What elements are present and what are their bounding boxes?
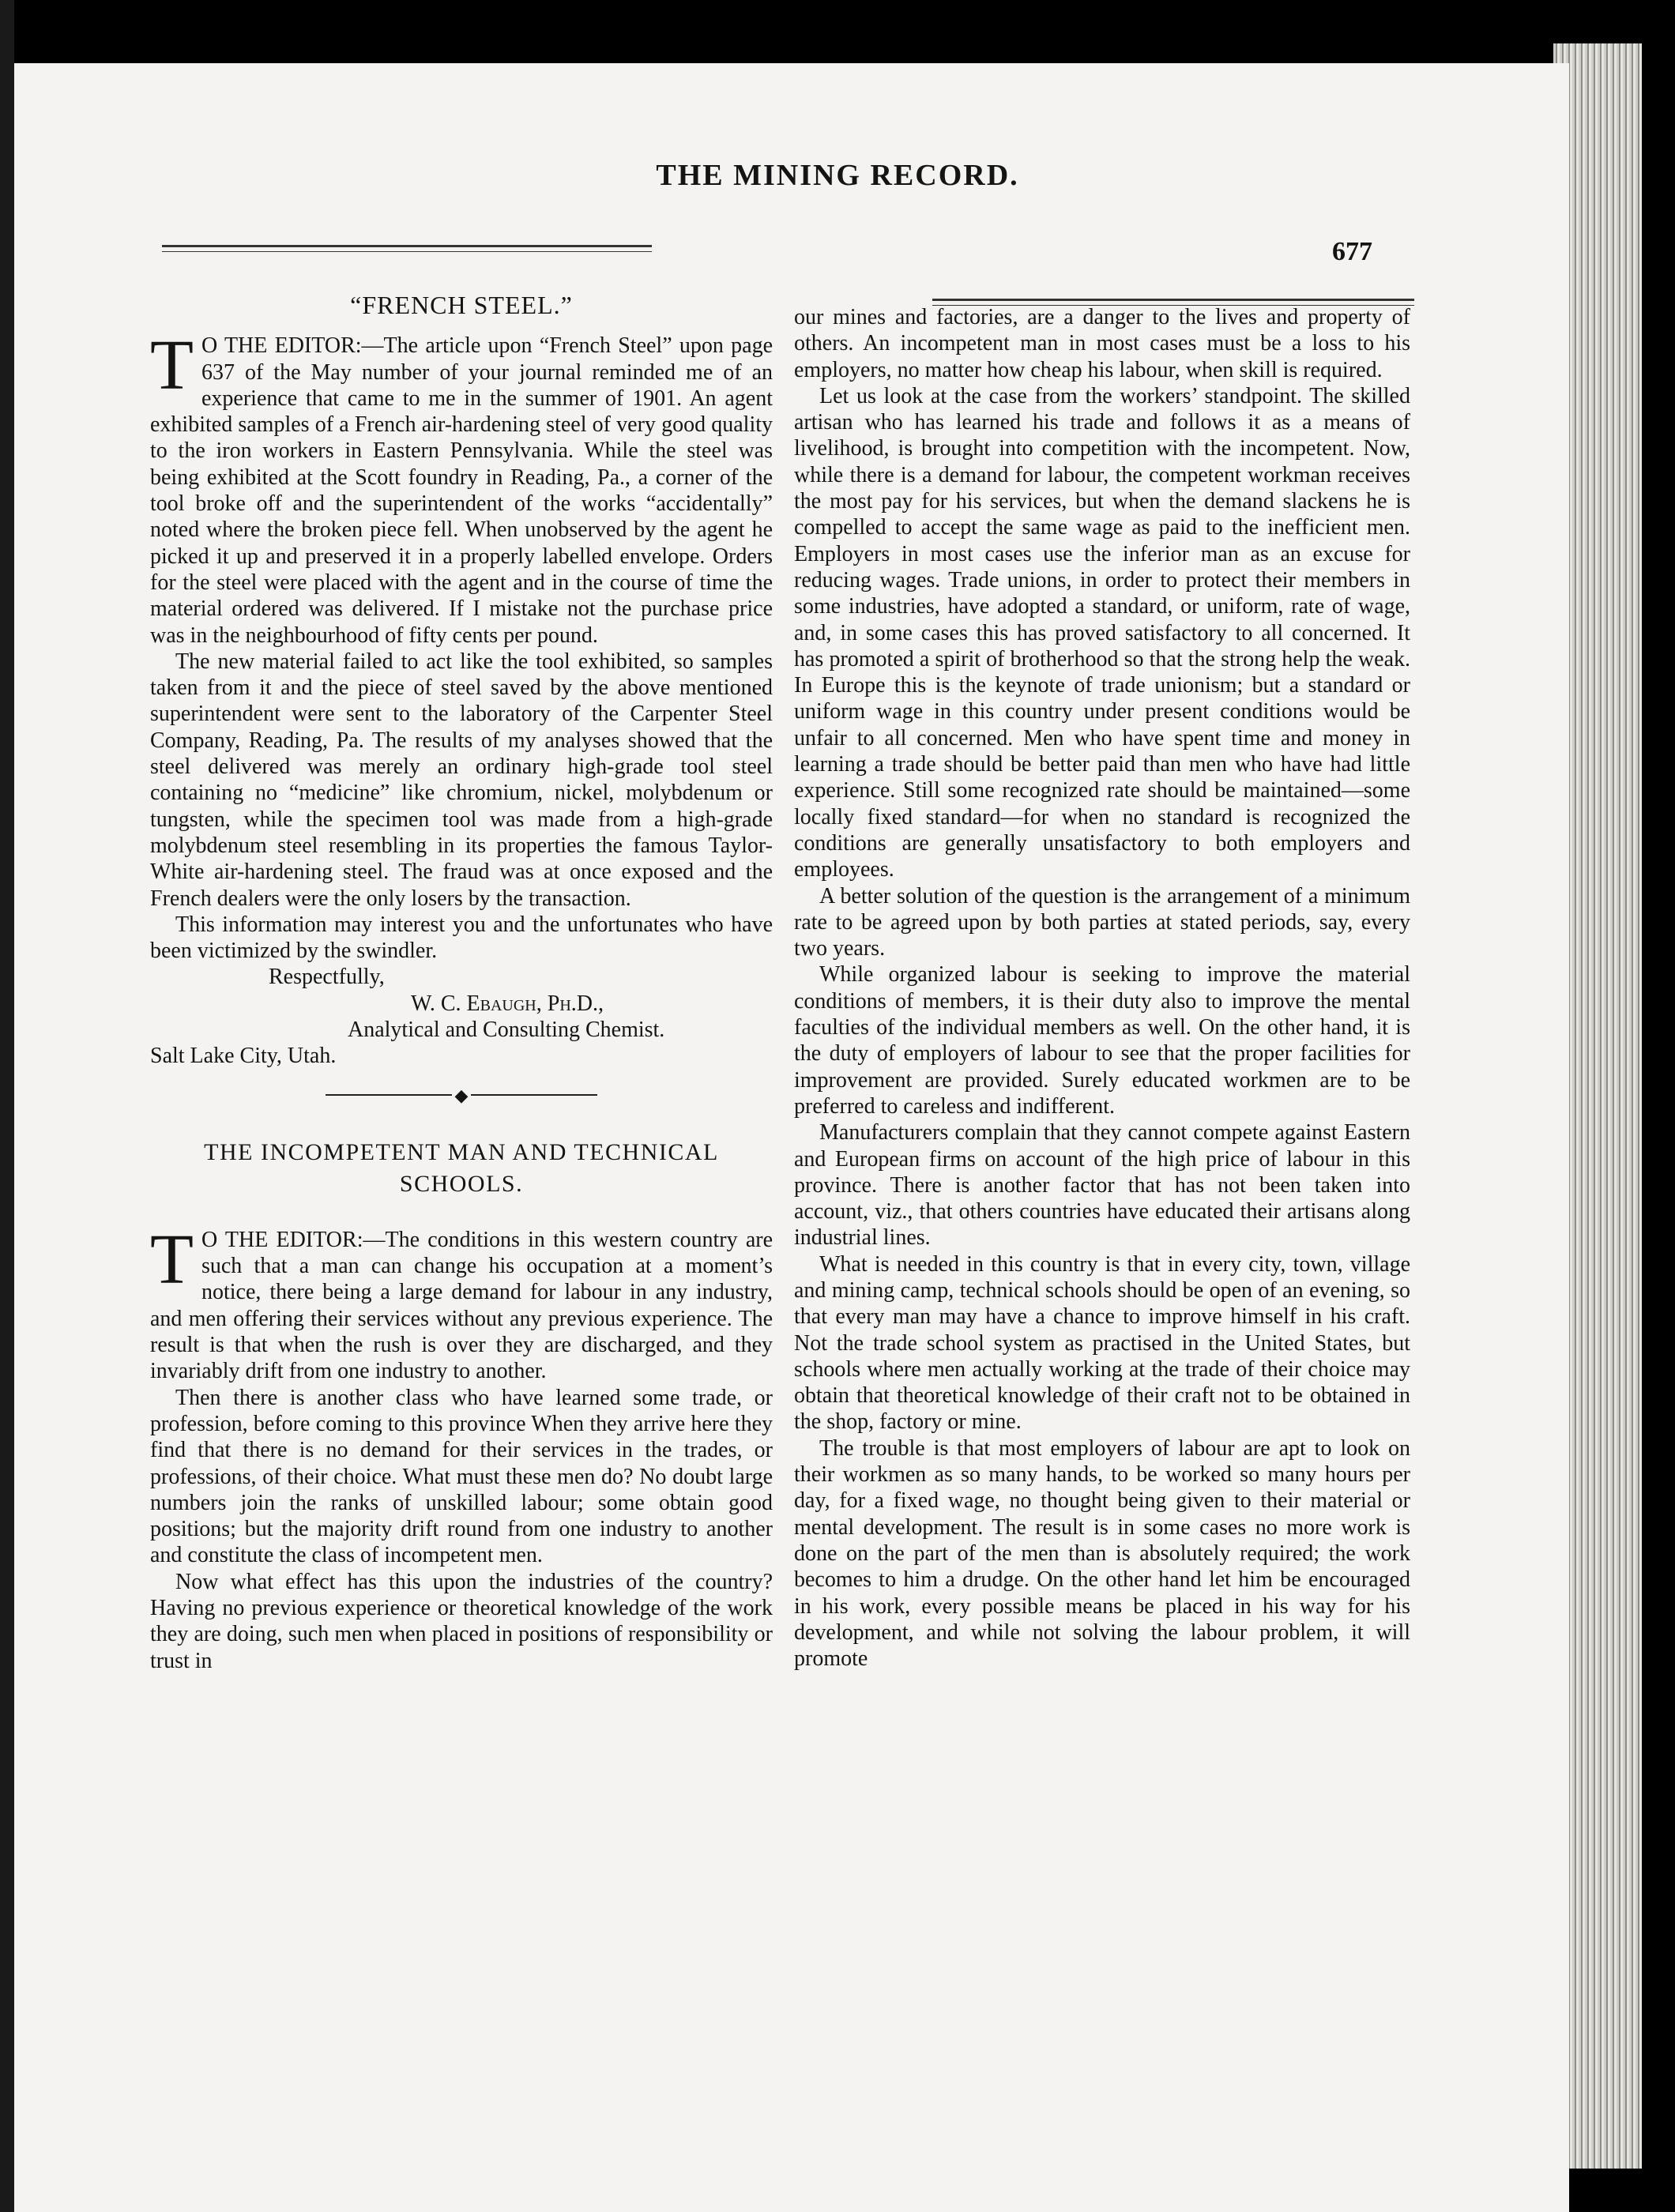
- book-spine-shadow: [0, 0, 14, 2212]
- article1-paragraph-3: This information may interest you and the unfortunates who have been victimized by the swindler.: [150, 912, 773, 964]
- article2-paragraph-2: Then there is another class who have learned some trade, or profession, before coming to this province When they arrive here they find that there is no demand for their services in the trades, or professions, of their choice. What must these men do? No doubt large numbers join the ranks of unskilled labour; some obtain good positions; but the majority drift round from one industry to another and constitute the class of incompetent men.: [150, 1385, 773, 1568]
- ornament-rule-right: [471, 1094, 597, 1096]
- header-rule-left-thin: [162, 251, 652, 252]
- section-ornament: [150, 1081, 773, 1108]
- article2-title-line-2: SCHOOLS.: [399, 1170, 524, 1197]
- article1-dropcap: T: [150, 326, 194, 405]
- right-column: [794, 304, 1410, 1672]
- article2-paragraph-9: What is needed in this country is that in every city, town, village and mining camp, technical schools should be open of an evening, so that every man may have a chance to improve himself in his craft. Not the trade school system as practised in the United States, but schools where men actually working at the trade of their choice may obtain that theoretical knowledge of their craft not to be obtained in the shop, factory or mine.: [794, 1251, 1410, 1435]
- article1-signature-title: Analytical and Consulting Chemist.: [348, 1018, 665, 1043]
- ornament-rule-left: [326, 1094, 452, 1096]
- article1-paragraph-1: [150, 326, 773, 649]
- article1-title: “FRENCH STEEL.”: [350, 291, 573, 319]
- ornament-diamond-icon: ◆: [454, 1085, 469, 1105]
- header-rule-right: [932, 299, 1414, 301]
- article2-paragraph-3: Now what effect has this upon the industries of the country? Having no previous experience or theoretical knowledge of the work they are doing, such men when placed in positions of responsibility or trust in: [150, 1569, 773, 1673]
- article2-paragraph-8: Manufacturers complain that they cannot compete against Eastern and European firms on account of the high price of labour in this province. There is another factor that has not been taken into account, viz., that others countries have educated their artisans along industrial lines.: [794, 1120, 1410, 1251]
- article2-title-line-1: THE INCOMPETENT MAN AND TECHNICAL: [204, 1138, 719, 1165]
- article2-paragraph-6: A better solution of the question is the arrangement of a minimum rate to be agreed upon by both parties at stated periods, say, every two years.: [794, 883, 1410, 961]
- article2-title: [150, 1137, 773, 1200]
- running-title: THE MINING RECORD.: [656, 159, 1019, 192]
- article1-paragraph-1-text: O THE EDITOR:—The article upon “French Steel” upon page 637 of the May number of your journal reminded me of an experience that came to me in the summer of 1901. An agent exhibited samples of a French air-hardening steel of very good quality to the iron workers in Eastern Pennsylvania. While the steel was being exhibited at the Scott foundry in Reading, Pa., a corner of the tool broke off and the superintendent of the works “accidentally” noted where the broken piece fell. When unobserved by the agent he picked it up and preserved it in a properly labelled envelope. Orders for the steel were placed with the agent and in the course of time the material ordered was delivered. If I mistake not the purchase price was in the neighbourhood of fifty cents per pound.: [150, 333, 773, 648]
- header-rule-left: [162, 245, 652, 247]
- article1-closing: Respectfully,: [269, 965, 385, 990]
- article1-signature-place: Salt Lake City, Utah.: [150, 1044, 337, 1069]
- article2-paragraph-1: [150, 1220, 773, 1385]
- page-number: 677: [1332, 237, 1372, 266]
- article2-paragraph-5: Let us look at the case from the workers’ standpoint. The skilled artisan who has learned his trade and follows it as a means of livelihood, is brought into competition with the incompetent. Now, while there is a demand for labour, the competent workman receives the most pay for his services, but when the demand slackens he is compelled to accept the same wage as paid to the inefficient men. Employers in most cases use the inferior man as an excuse for reducing wages. Trade unions, in order to protect their members in some industries, have adopted a standard, or uniform, rate of wage, and, in some cases this has proved satisfactory to all concerned. It has promoted a spirit of brotherhood so that the strong help the weak. In Europe this is the keynote of trade unionism; but a standard or uniform wage in this country under present conditions would be unfair to all concerned. Men who have spent time and money in learning a trade should be better paid than men who have had little experience. Still some recognized rate should be maintained—some locally fixed standard—for when no standard is recognized the conditions are generally unsatisfactory to both employers and employees.: [794, 383, 1410, 882]
- left-column: [150, 292, 773, 1674]
- article2-paragraph-1-text: O THE EDITOR:—The conditions in this western country are such that a man can change his occupation at a moment’s notice, there being a large demand for labour in any industry, and men offering their services without any previous experience. The result is that when the rush is over they are discharged, and they invariably drift from one industry to another.: [150, 1227, 773, 1384]
- article2-paragraph-7: While organized labour is seeking to improve the material conditions of members, it is their duty also to improve the mental faculties of the individual members as well. On the other hand, it is the duty of employers of labour to see that the proper facilities for improvement are provided. Surely educated workmen are to be preferred to careless and indifferent.: [794, 962, 1410, 1119]
- article2-paragraph-4: our mines and factories, are a danger to the lives and property of others. An incompetent man in most cases must be a loss to his employers, no matter how cheap his labour, when skill is required.: [794, 305, 1410, 382]
- article1-paragraph-2: The new material failed to act like the tool exhibited, so samples taken from it and the piece of steel saved by the above mentioned superintendent were sent to the laboratory of the Carpenter Steel Company, Reading, Pa. The results of my analyses showed that the steel delivered was merely an ordinary high-grade tool steel containing no “medicine” like chromium, nickel, molybdenum or tungsten, while the specimen tool was made from a high-grade molybdenum steel resembling in its properties the famous Taylor-White air-hardening steel. The fraud was at once exposed and the French dealers were the only losers by the transaction.: [150, 649, 773, 911]
- article2-paragraph-10: The trouble is that most employers of labour are apt to look on their workmen as so many hands, to be worked so many hours per day, for a fixed wage, no thought being given to their material or mental development. The result is in some cases no more work is done on the part of the men than is absolutely required; the work becomes to him a drudge. On the other hand let him be encouraged in his work, every possible means be placed in his way for his development, and while not solving the labour problem, it will promote: [794, 1435, 1410, 1672]
- article1-signature-name: W. C. Ebaugh, Ph.D.,: [411, 991, 604, 1016]
- article2-dropcap: T: [150, 1220, 194, 1299]
